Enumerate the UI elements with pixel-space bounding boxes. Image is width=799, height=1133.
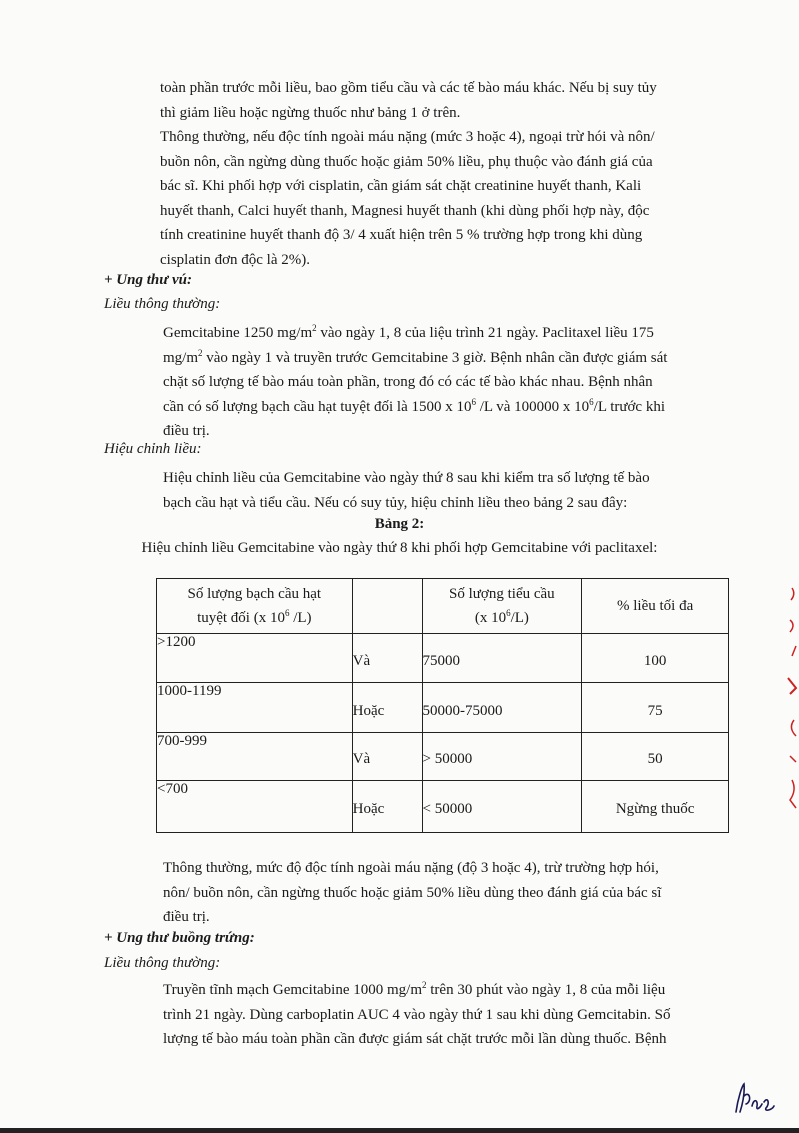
cell-platelets: 50000-75000: [422, 683, 582, 733]
cell-conjunction: Và: [352, 634, 422, 683]
paragraph-breast-dose: [0, 321, 799, 444]
cell-dose: 100: [582, 634, 729, 683]
cell-dose: 75: [582, 683, 729, 733]
text-line: buồn nôn, cần ngừng dùng thuốc hoặc giảm 50% liều, phụ thuộc vào đánh giá của: [160, 153, 653, 170]
text-line: Truyền tĩnh mạch Gemcitabine 1000 $mg/m^2$ trên 30 phút vào ngày 1, 8 của mỗi liệu: [163, 980, 666, 998]
cell-platelets: 75000: [422, 634, 582, 683]
text-line: điều trị.: [163, 423, 210, 439]
text-line: bác sĩ. Khi phối hợp với cisplatin, cần giám sát chặt creatinine huyết thanh, Kali: [160, 178, 642, 194]
text-line: tính creatinine huyết thanh độ 3/ 4 xuất hiện trên 5 % trường hợp trong khi dùng: [160, 227, 643, 243]
cell-platelets: < 50000: [422, 781, 582, 833]
text-line: $mg/m^2$ vào ngày 1 và truyền trước Gemcitabine 3 giờ. Bệnh nhân cần được giám sát: [163, 347, 668, 366]
paragraph-after-table: [0, 856, 799, 930]
subheading-dose-adjustment: Hiệu chỉnh liều:: [104, 441, 202, 457]
paragraph-blood-count: [0, 76, 799, 125]
text-line: điều trị.: [163, 909, 210, 925]
text-line: thì giảm liều hoặc ngừng thuốc như bảng 1 ở trên.: [160, 104, 461, 121]
header-empty: [352, 579, 422, 634]
red-margin-marks: [778, 580, 799, 840]
header-max-dose: % liều tối đa: [582, 579, 729, 634]
heading-ovarian-cancer: + Ung thư buồng trứng:: [104, 930, 255, 946]
cell-conjunction: Hoặc: [352, 683, 422, 733]
header-neutrophils: Số lượng bạch cầu hạt tuyệt đối (x $10^6$ /L): [157, 579, 353, 634]
text-line: trình 21 ngày. Dùng carboplatin AUC 4 vào ngày thứ 1 sau khi dùng Gemcitabin. Số: [163, 1006, 671, 1023]
text-line: huyết thanh, Calci huyết thanh, Magnesi huyết thanh (khi dùng phối hợp này, độc: [160, 202, 650, 219]
text-line: nôn/ buồn nôn, cần ngừng thuốc hoặc giảm 50% liều dùng theo đánh giá của bác sĩ: [163, 884, 662, 901]
cell-dose: Ngừng thuốc: [582, 781, 729, 833]
text-line: Hiệu chỉnh liều của Gemcitabine vào ngày thứ 8 sau khi kiểm tra số lượng tế bào: [163, 470, 650, 486]
subheading-usual-dose: Liều thông thường:: [104, 296, 221, 312]
text-line: toàn phần trước mỗi liều, bao gồm tiểu cầu và các tế bào máu khác. Nếu bị suy tủy: [160, 80, 657, 96]
table-title: Bảng 2:: [374, 516, 425, 532]
table-row: [157, 781, 729, 833]
cell-neutrophils: <700: [157, 781, 353, 833]
cell-dose: 50: [582, 733, 729, 781]
cell-conjunction: Và: [352, 733, 422, 781]
text-line: chặt số lượng tế bào máu toàn phần, trong đó có các tế bào khác nhau. Bệnh nhân: [163, 374, 653, 390]
table-header-row: [157, 579, 729, 634]
paragraph-dose-adjustment: [0, 466, 799, 515]
text-line: Gemcitabine 1250 $mg/m^2$ vào ngày 1, 8 của liệu trình 21 ngày. Paclitaxel liều 175: [163, 323, 654, 341]
cell-platelets: > 50000: [422, 733, 582, 781]
cell-neutrophils: >1200: [157, 634, 353, 683]
cell-neutrophils: 1000-1199: [157, 683, 353, 733]
text-line: lượng tế bào máu toàn phần cần được giám sát chặt trước mỗi lần dùng thuốc. Bệnh: [163, 1031, 667, 1047]
text-line: Thông thường, mức độ độc tính ngoài máu nặng (độ 3 hoặc 4), trừ trường hợp hói,: [163, 860, 659, 876]
table-caption: Hiệu chỉnh liều Gemcitabine vào ngày thứ 8 khi phối hợp Gemcitabine với paclitaxel:: [141, 540, 658, 556]
text-line: cần có số lượng bạch cầu hạt tuyệt đối là 1500 x $10^6$ /L và 100000 x $10^6/L$ trước khi: [163, 396, 665, 415]
dose-adjustment-table: [156, 578, 729, 833]
subheading-usual-dose-ovary: Liều thông thường:: [104, 955, 221, 971]
table-row: [157, 683, 729, 733]
scan-bottom-edge: [0, 1128, 799, 1133]
text-line: Thông thường, nếu độc tính ngoài máu nặng (mức 3 hoặc 4), ngoại trừ hói và nôn/: [160, 129, 655, 145]
cell-neutrophils: 700-999: [157, 733, 353, 781]
heading-breast-cancer: + Ung thư vú:: [104, 272, 192, 288]
table-row: [157, 733, 729, 781]
cell-conjunction: Hoặc: [352, 781, 422, 833]
paragraph-nonhematologic-toxicity: [0, 125, 799, 272]
text-line: cisplatin đơn độc là 2%).: [160, 251, 310, 268]
paragraph-ovary-dose: [0, 978, 799, 1052]
header-platelets: Số lượng tiểu cầu (x $10^6/L$): [422, 579, 582, 634]
text-line: bạch cầu hạt và tiểu cầu. Nếu có suy tủy, hiệu chỉnh liều theo bảng 2 sau đây:: [163, 494, 628, 511]
table-row: [157, 634, 729, 683]
initials-signature: [730, 1078, 780, 1118]
